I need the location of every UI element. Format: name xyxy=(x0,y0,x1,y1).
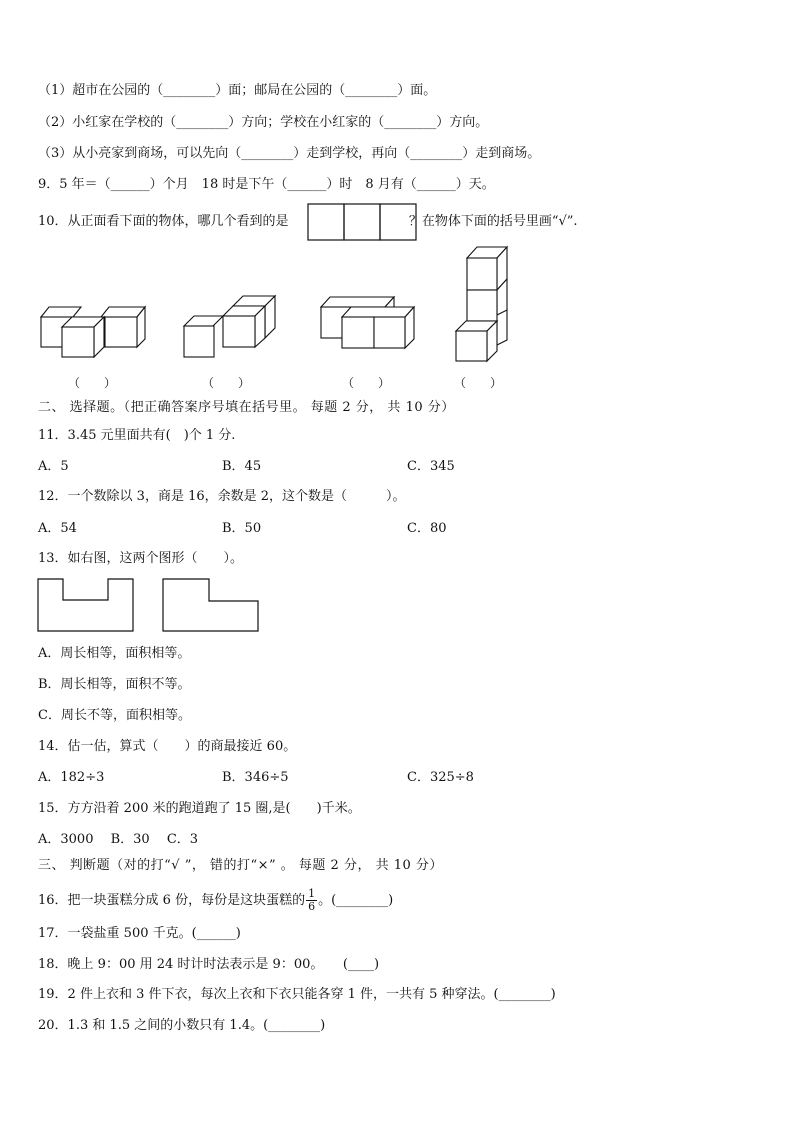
question-10-text-before: 10．从正面看下面的物体，哪几个看到的是 xyxy=(38,214,289,229)
q12-option-a: A．54 xyxy=(38,521,77,536)
q12-option-c: C．80 xyxy=(407,521,447,536)
cube-solids-figure xyxy=(0,0,794,420)
question-9: 9．5 年＝（______）个月 18 时是下午（______）时 8 月有（______）天。 xyxy=(38,177,495,192)
q10-answer-paren-4: （ ） xyxy=(454,376,503,390)
two-shapes-figure xyxy=(37,577,262,635)
q10-answer-paren-3: （ ） xyxy=(342,376,391,390)
question-13: 13．如右图，这两个图形（ ）。 xyxy=(38,551,244,566)
q11-option-c: C．345 xyxy=(407,459,455,474)
question-16-answer: 。(________) xyxy=(318,893,394,908)
question-16-text: 16．把一块蛋糕分成 6 份，每份是这块蛋糕的 xyxy=(38,893,306,908)
q14-option-c: C．325÷8 xyxy=(407,770,474,785)
question-19: 19．2 件上衣和 3 件下衣，每次上衣和下衣只能各穿 1 件，一共有 5 种穿法。(________) xyxy=(38,987,556,1002)
fraction-numerator: 1 xyxy=(308,887,316,900)
q14-option-b: B．346÷5 xyxy=(222,770,289,785)
q13-option-b: B．周长相等，面积不等。 xyxy=(38,677,191,692)
question-15: 15．方方沿着 200 米的跑道跑了 15 圈,是( )千米。 xyxy=(38,801,361,816)
question-10-text-after: ？在物体下面的括号里画“√”. xyxy=(408,214,578,229)
question-16 xyxy=(38,885,393,917)
q11-option-b: B．45 xyxy=(222,459,262,474)
q11-option-a: A．5 xyxy=(38,459,69,474)
section-3-heading: 三、 判断题（对的打“√ ”， 错的打“×” 。 每题 2 分， 共 10 分） xyxy=(38,858,443,873)
question-12: 12．一个数除以 3，商是 16，余数是 2，这个数是（ ）。 xyxy=(38,489,406,504)
fraction-denominator: 6 xyxy=(308,900,316,913)
q8-line-2: （2）小红家在学校的（________）方向；学校在小红家的（________）方向。 xyxy=(38,115,489,130)
question-14: 14．估一估，算式（ ）的商最接近 60。 xyxy=(38,739,297,754)
q13-option-a: A．周长相等，面积相等。 xyxy=(38,646,191,661)
question-11: 11．3.45 元里面共有( )个 1 分. xyxy=(38,428,236,443)
q8-line-3: （3）从小亮家到商场，可以先向（________）走到学校，再向（________）走到商场。 xyxy=(38,146,541,161)
q14-option-a: A．182÷3 xyxy=(38,770,105,785)
question-17: 17．一袋盐重 500 千克。(______) xyxy=(38,926,241,941)
q15-options: A．3000 B．30 C．3 xyxy=(38,832,199,847)
q10-answer-paren-2: （ ） xyxy=(202,376,251,390)
question-18: 18．晚上 9：00 用 24 时计时法表示是 9：00。 (____) xyxy=(38,957,380,972)
q10-answer-paren-1: （ ） xyxy=(68,376,117,390)
question-20: 20．1.3 和 1.5 之间的小数只有 1.4。(________) xyxy=(38,1018,326,1033)
fraction-one-sixth xyxy=(306,888,317,913)
q8-line-1: （1）超市在公园的（________）面；邮局在公园的（________）面。 xyxy=(38,83,437,98)
q13-option-c: C．周长不等，面积相等。 xyxy=(38,708,191,723)
section-2-heading: 二、 选择题。（把正确答案序号填在括号里。 每题 2 分， 共 10 分） xyxy=(38,400,455,415)
q12-option-b: B．50 xyxy=(222,521,262,536)
